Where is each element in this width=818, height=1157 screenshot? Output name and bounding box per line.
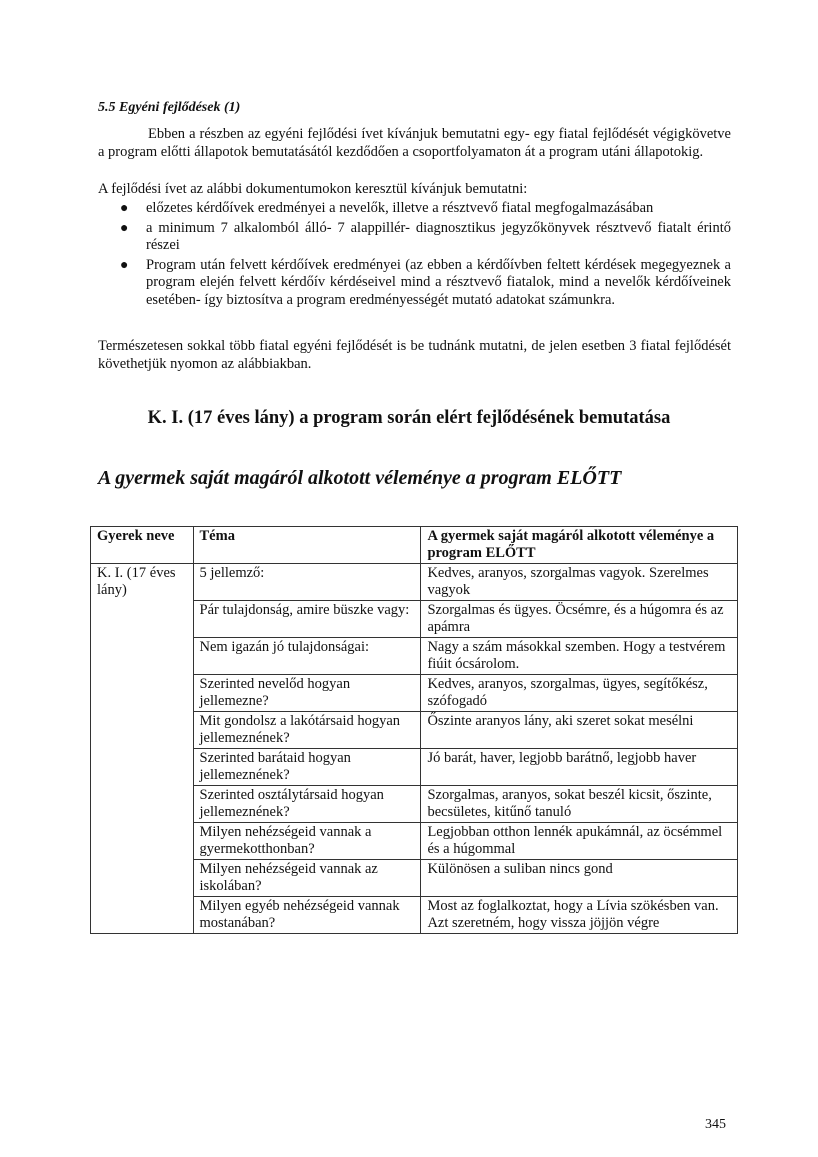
topic-cell: Nem igazán jó tulajdonságai: bbox=[193, 638, 421, 675]
column-header: Gyerek neve bbox=[91, 527, 194, 564]
main-heading: K. I. (17 éves lány) a program során elért fejlődésének bemutatása bbox=[147, 408, 671, 428]
answer-cell: Legjobban otthon lennék apukámnál, az öcsémmel és a húgommal bbox=[421, 823, 738, 860]
list-item-text: a minimum 7 alkalomból álló- 7 alappillér- diagnosztikus jegyzőkönyvek résztvevő fiatalt érintő részei bbox=[146, 219, 731, 253]
child-name-cell: K. I. (17 éves lány) bbox=[91, 564, 194, 934]
table-row bbox=[91, 564, 738, 601]
topic-cell: Szerinted barátaid hogyan jellemeznének? bbox=[193, 749, 421, 786]
list-item bbox=[98, 257, 731, 310]
page-number: 345 bbox=[705, 1117, 726, 1132]
topic-cell: Szerinted nevelőd hogyan jellemezne? bbox=[193, 675, 421, 712]
list-item bbox=[98, 220, 731, 255]
answer-cell: Szorgalmas és ügyes. Öcsémre, és a húgomra és az apámra bbox=[421, 601, 738, 638]
answer-cell: Kedves, aranyos, szorgalmas vagyok. Szerelmes vagyok bbox=[421, 564, 738, 601]
topic-cell: Szerinted osztálytársaid hogyan jellemeznének? bbox=[193, 786, 421, 823]
bullet-icon: ● bbox=[120, 220, 129, 236]
answer-cell: Jó barát, haver, legjobb barátnő, legjobb haver bbox=[421, 749, 738, 786]
table-heading: A gyermek saját magáról alkotott véleménye a program ELŐTT bbox=[98, 467, 622, 489]
topic-cell: Milyen egyéb nehézségeid vannak mostanában? bbox=[193, 897, 421, 934]
topic-cell: Mit gondolsz a lakótársaid hogyan jellemeznének? bbox=[193, 712, 421, 749]
topic-cell: 5 jellemző: bbox=[193, 564, 421, 601]
bullet-icon: ● bbox=[120, 201, 129, 216]
closing-paragraph: Természetesen sokkal több fiatal egyéni fejlődését is be tudnánk mutatni, de jelen esetben 3 fiatal fejlődését követhetjük nyomon az alábbiakban. bbox=[98, 338, 731, 372]
intro-paragraph: Ebben a részben az egyéni fejlődési ívet kívánjuk bemutatni egy- egy fiatal fejlődését végigkövetve a program előtti állapotok bemutatásától kezdődően a csoportfolyamaton át a program utáni állapotokig. bbox=[98, 126, 731, 160]
survey-table bbox=[90, 526, 738, 934]
bullet-list bbox=[98, 200, 731, 311]
list-item bbox=[98, 200, 731, 218]
list-intro: A fejlődési ívet az alábbi dokumentumokon keresztül kívánjuk bemutatni: bbox=[98, 181, 528, 197]
answer-cell: Szorgalmas, aranyos, sokat beszél kicsit, őszinte, becsületes, kitűnő tanuló bbox=[421, 786, 738, 823]
answer-cell: Különösen a suliban nincs gond bbox=[421, 860, 738, 897]
topic-cell: Milyen nehézségeid vannak a gyermekotthonban? bbox=[193, 823, 421, 860]
bullet-icon: ● bbox=[120, 257, 129, 273]
topic-cell: Pár tulajdonság, amire büszke vagy: bbox=[193, 601, 421, 638]
list-item-text: előzetes kérdőívek eredményei a nevelők, illetve a résztvevő fiatal megfogalmazásában bbox=[146, 200, 654, 216]
list-item-text: Program után felvett kérdőívek eredményei (az ebben a kérdőívben feltett kérdések megegyeznek a program elején felvett kérdőív kérdéseivel mind a résztvevő fiatalok, mind a nevelők kérdőíveinek esetében- így biztosítva a program eredményességét mutató adatokat számunkra. bbox=[146, 256, 731, 308]
answer-cell: Őszinte aranyos lány, aki szeret sokat mesélni bbox=[421, 712, 738, 749]
topic-cell: Milyen nehézségeid vannak az iskolában? bbox=[193, 860, 421, 897]
answer-cell: Kedves, aranyos, szorgalmas, ügyes, segítőkész, szófogadó bbox=[421, 675, 738, 712]
column-header: A gyermek saját magáról alkotott véleménye a program ELŐTT bbox=[421, 527, 738, 564]
column-header: Téma bbox=[193, 527, 421, 564]
table-header-row bbox=[91, 527, 738, 564]
answer-cell: Nagy a szám másokkal szemben. Hogy a testvérem fiúit ócsárolom. bbox=[421, 638, 738, 675]
answer-cell: Most az foglalkoztat, hogy a Lívia szökésben van. Azt szeretném, hogy vissza jöjjön végre bbox=[421, 897, 738, 934]
section-title: 5.5 Egyéni fejlődések (1) bbox=[98, 100, 241, 115]
